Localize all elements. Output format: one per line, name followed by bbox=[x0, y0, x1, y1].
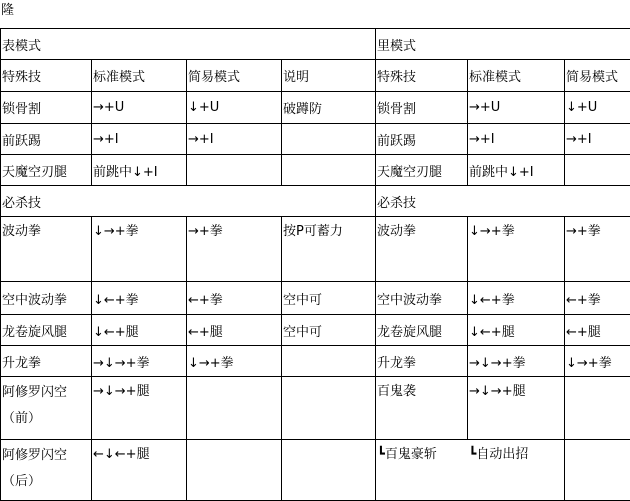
move-standard: →+U bbox=[92, 92, 187, 124]
move-name: 波动拳 bbox=[1, 217, 92, 282]
move-standard: ↓→+拳 bbox=[92, 217, 187, 282]
move-easy bbox=[187, 440, 282, 501]
move-standard-2: ↓←+拳 bbox=[468, 282, 565, 315]
move-name: 空中波动拳 bbox=[1, 282, 92, 315]
table-row bbox=[1, 124, 630, 155]
move-note: 空中可 bbox=[282, 315, 376, 346]
move-note bbox=[282, 155, 376, 186]
move-name: 天魔空刃腿 bbox=[1, 155, 92, 186]
move-standard: ←↓←+腿 bbox=[92, 440, 187, 501]
move-note: 空中可 bbox=[282, 282, 376, 315]
move-easy: ↓+U bbox=[187, 92, 282, 124]
move-name: 前跃踢 bbox=[1, 124, 92, 155]
move-name bbox=[1, 440, 92, 501]
move-name-2: 天魔空刃腿 bbox=[376, 155, 468, 186]
move-name-2: 百鬼袭 bbox=[376, 377, 468, 440]
move-note: 按P可蓄力 bbox=[282, 217, 376, 282]
move-easy: ↓→+拳 bbox=[187, 346, 282, 377]
move-easy bbox=[187, 377, 282, 440]
move-easy-2: ↓+U bbox=[565, 92, 630, 124]
move-easy: ←+腿 bbox=[187, 315, 282, 346]
move-easy-2 bbox=[565, 440, 630, 501]
move-name-2: 波动拳 bbox=[376, 217, 468, 282]
move-standard-2: ↓←+腿 bbox=[468, 315, 565, 346]
header-standard-2: 标准模式 bbox=[468, 60, 565, 92]
back-mode-label: 里模式 bbox=[376, 29, 630, 60]
move-name-2: 升龙拳 bbox=[376, 346, 468, 377]
move-name-2: 龙卷旋风腿 bbox=[376, 315, 468, 346]
table-row bbox=[1, 155, 630, 186]
move-note bbox=[282, 124, 376, 155]
move-name bbox=[1, 377, 92, 440]
table-row bbox=[1, 346, 630, 377]
table-row bbox=[1, 282, 630, 315]
move-name-2: ┗百鬼豪斩 bbox=[376, 440, 468, 501]
header-special-2: 特殊技 bbox=[376, 60, 468, 92]
table-row bbox=[1, 440, 630, 501]
move-easy-2: ←+拳 bbox=[565, 282, 630, 315]
move-name-line-2: （后） bbox=[2, 469, 90, 495]
move-standard: →↓→+拳 bbox=[92, 346, 187, 377]
header-easy: 简易模式 bbox=[187, 60, 282, 92]
move-standard-2: 前跳中↓+I bbox=[468, 155, 565, 186]
mode-header-row bbox=[1, 29, 630, 60]
table-row bbox=[1, 377, 630, 440]
move-easy-2: →+I bbox=[565, 124, 630, 155]
move-name-line-2: （前） bbox=[2, 406, 90, 432]
table-row bbox=[1, 92, 630, 124]
move-easy-2 bbox=[565, 377, 630, 440]
move-easy-2: ↓→+拳 bbox=[565, 346, 630, 377]
move-easy bbox=[187, 155, 282, 186]
move-standard-2: →↓→+腿 bbox=[468, 377, 565, 440]
move-name-2: 空中波动拳 bbox=[376, 282, 468, 315]
move-standard: 前跳中↓+I bbox=[92, 155, 187, 186]
header-special: 特殊技 bbox=[1, 60, 92, 92]
move-standard-2: →↓→+拳 bbox=[468, 346, 565, 377]
move-name-2: 前跃踢 bbox=[376, 124, 468, 155]
move-standard: →+I bbox=[92, 124, 187, 155]
move-standard: ↓←+腿 bbox=[92, 315, 187, 346]
header-easy-2: 简易模式 bbox=[565, 60, 630, 92]
move-note bbox=[282, 440, 376, 501]
header-note: 说明 bbox=[282, 60, 376, 92]
move-note: 破蹲防 bbox=[282, 92, 376, 124]
move-easy: →+拳 bbox=[187, 217, 282, 282]
column-header-row bbox=[1, 60, 630, 92]
move-standard-2: →+U bbox=[468, 92, 565, 124]
move-easy: →+I bbox=[187, 124, 282, 155]
front-mode-label: 表模式 bbox=[1, 29, 376, 60]
kill-moves-header-row bbox=[1, 186, 630, 217]
move-name-line-1: 阿修罗闪空 bbox=[2, 380, 90, 406]
move-standard-2: ┗自动出招 bbox=[468, 440, 565, 501]
move-note bbox=[282, 346, 376, 377]
move-standard: ↓←+拳 bbox=[92, 282, 187, 315]
move-name: 龙卷旋风腿 bbox=[1, 315, 92, 346]
table-row bbox=[1, 217, 630, 282]
move-easy-2 bbox=[565, 155, 630, 186]
move-easy: ←+拳 bbox=[187, 282, 282, 315]
move-standard-2: →+I bbox=[468, 124, 565, 155]
move-standard-2: ↓→+拳 bbox=[468, 217, 565, 282]
table-row bbox=[1, 315, 630, 346]
move-name-line-1: 阿修罗闪空 bbox=[2, 443, 90, 469]
page-title: 隆 bbox=[1, 3, 14, 19]
move-easy-2: →+拳 bbox=[565, 217, 630, 282]
move-note bbox=[282, 377, 376, 440]
move-name-2: 锁骨割 bbox=[376, 92, 468, 124]
move-name: 升龙拳 bbox=[1, 346, 92, 377]
moves-table bbox=[0, 28, 630, 501]
header-standard: 标准模式 bbox=[92, 60, 187, 92]
kill-moves-label: 必杀技 bbox=[1, 186, 376, 217]
move-name: 锁骨割 bbox=[1, 92, 92, 124]
kill-moves-label-2: 必杀技 bbox=[376, 186, 630, 217]
move-standard: →↓→+腿 bbox=[92, 377, 187, 440]
move-easy-2: ←+腿 bbox=[565, 315, 630, 346]
